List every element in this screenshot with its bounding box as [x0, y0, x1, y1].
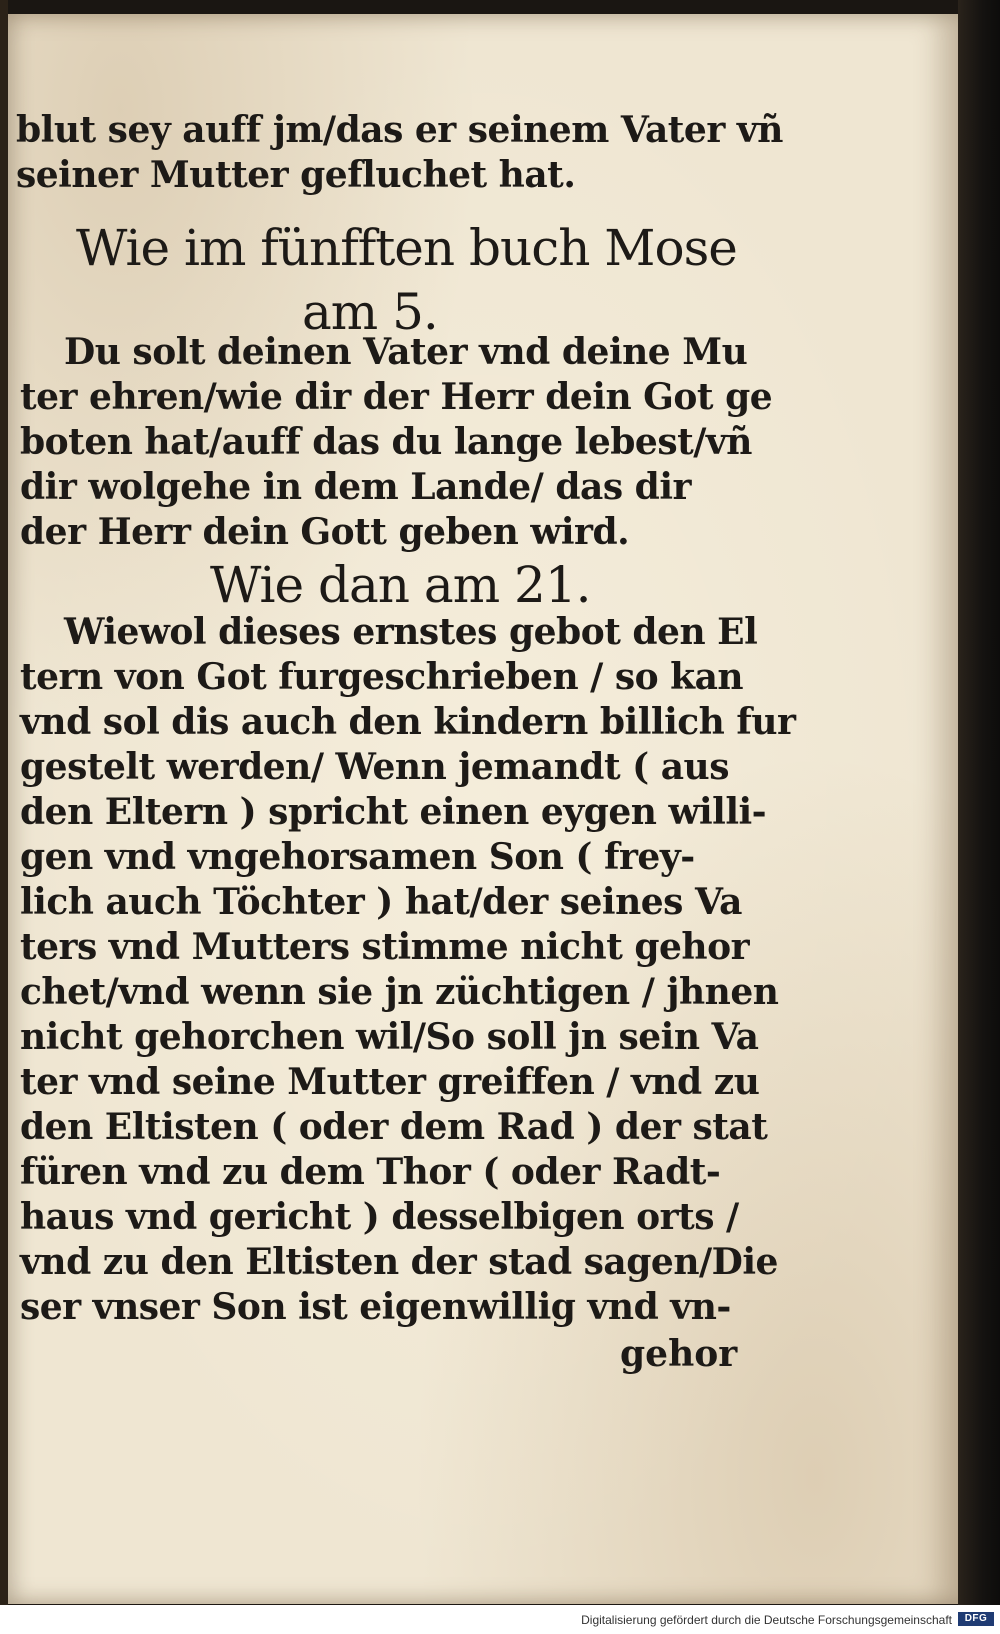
- text-line: boten hat/auff das du lange lebest/vñ: [20, 421, 752, 463]
- text-line: tern von Got furgeschrieben / so kan: [20, 656, 744, 698]
- text-line: haus vnd gericht ) desselbigen orts /: [20, 1196, 739, 1238]
- text-line: gestelt werden/ Wenn jemandt ( aus: [20, 746, 729, 788]
- scan-left-edge: [0, 0, 8, 1605]
- footer-credit: Digitalisierung gefördert durch die Deutsche Forschungsgemeinschaft: [581, 1613, 952, 1627]
- text-line: ter ehren/wie dir der Herr dein Got ge: [20, 376, 773, 418]
- paragraph-2: [20, 610, 796, 1330]
- paragraph-1: [20, 330, 773, 555]
- catchword: gehor: [620, 1333, 738, 1375]
- text-line: Wiewol dieses ernstes gebot den El: [64, 611, 758, 653]
- text-line: blut sey auff jm/das er seinem Vater vñ: [16, 109, 783, 151]
- heading-1-line-2: am 5.: [302, 283, 438, 341]
- text-line: den Eltern ) spricht einen eygen willi-: [20, 791, 767, 833]
- text-line: Du solt deinen Vater vnd deine Mu: [64, 331, 748, 373]
- top-lines: [16, 108, 783, 198]
- text-line: gen vnd vngehorsamen Son ( frey-: [20, 836, 695, 878]
- text-line: chet/vnd wenn sie jn züchtigen / jhnen: [20, 971, 779, 1013]
- text-line: seiner Mutter gefluchet hat.: [16, 154, 576, 196]
- footer-bar: [0, 1605, 1000, 1634]
- text-line: der Herr dein Gott geben wird.: [20, 511, 630, 553]
- text-line: lich auch Töchter ) hat/der seines Va: [20, 881, 742, 923]
- text-line: ser vnser Son ist eigenwillig vnd vn-: [20, 1286, 731, 1328]
- heading-2: Wie dan am 21.: [210, 556, 591, 614]
- text-line: den Eltisten ( oder dem Rad ) der stat: [20, 1106, 768, 1148]
- scan-top-edge: [0, 0, 1000, 14]
- heading-1-line-1: Wie im fünfften buch Mose: [76, 219, 737, 277]
- text-line: vnd sol dis auch den kindern billich fur: [20, 701, 796, 743]
- text-line: vnd zu den Eltisten der stad sagen/Die: [20, 1241, 778, 1283]
- dfg-logo-icon: DFG: [958, 1612, 994, 1626]
- text-line: ter vnd seine Mutter greiffen / vnd zu: [20, 1061, 760, 1103]
- book-gutter: [958, 0, 1000, 1605]
- text-line: dir wolgehe in dem Lande/ das dir: [20, 466, 691, 508]
- text-line: ters vnd Mutters stimme nicht gehor: [20, 926, 750, 968]
- text-line: füren vnd zu dem Thor ( oder Radt-: [20, 1151, 721, 1193]
- text-line: nicht gehorchen wil/So soll jn sein Va: [20, 1016, 759, 1058]
